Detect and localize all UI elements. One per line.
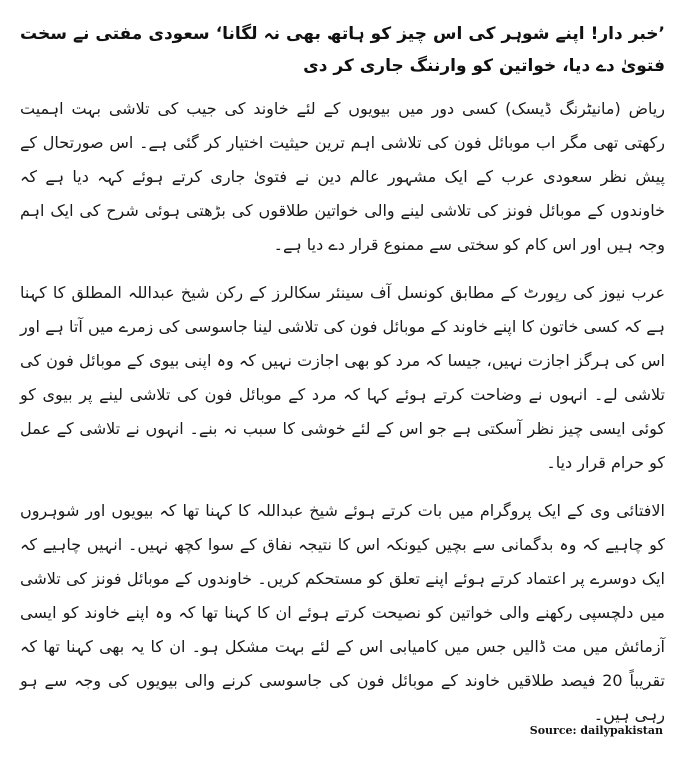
article-paragraph-2: عرب نیوز کی رپورٹ کے مطابق کونسل آف سینئر سکالرز کے رکن شیخ عبداللہ المطلق کا کہنا ہے کہ کسی خاتون کا اپنے خاوند کے موبائل فون کی تلاشی لینا جاسوسی کی زمرے میں آتا ہے اور اس کی ہرگز اجازت نہیں، جیسا کہ مرد کو بھی اجازت نہیں کہ وہ اپنی بیوی کے موبائل فون کی تلاشی لے۔ انہوں نے وضاحت کرتے ہوئے کہا کہ مرد کے موبائل فون کی تلاشی لینے پر بیوی کو کوئی ایسی چیز نظر آسکتی ہے جو اس کے لئے خوشی کا سبب نہ بنے۔ انہوں نے تلاشی کے عمل کو حرام قرار دیا۔ [20,283,665,472]
article-headline: ’خبر دار! اپنے شوہر کی اس چیز کو ہاتھ بھی نہ لگانا‘ سعودی مفتی نے سخت فتویٰ دے دیا، خواتین کو وارننگ جاری کر دی [20,24,665,76]
source-credit: Source: dailypakistan [529,724,663,737]
article-paragraph-3: الافتائی وی کے ایک پروگرام میں بات کرتے ہوئے شیخ عبداللہ کا کہنا تھا کہ بیویوں اور شوہروں کو چاہیے کہ وہ بدگمانی سے بچیں کیونکہ اس کا نتیجہ نفاق کے سوا کچھ نہیں۔ انہیں چاہیے کہ ایک دوسرے پر اعتماد کرتے ہوئے اپنے تعلق کو مستحکم کریں۔ خاوندوں کے موبائل فونز کی تلاشی میں دلچسپی رکھنے والی خواتین کو نصیحت کرتے ہوئے ان کا کہنا تھا کہ وہ اپنے خاوند کو ایسی آزمائش میں مت ڈالیں جس میں کامیابی اس کے لئے بہت مشکل ہو۔ ان کا یہ بھی کہنا تھا کہ تقریباً 20 فیصد طلاقیں خاوند کے موبائل فون کی جاسوسی کرنے والی بیویوں کی وجہ سے ہو رہی ہیں۔ [20,501,665,724]
article-paragraph-1: ریاض (مانیٹرنگ ڈیسک) کسی دور میں بیویوں کے لئے خاوند کی جیب کی تلاشی بہت اہمیت رکھتی تھی مگر اب موبائل فون کی تلاشی اہم ترین حیثیت اختیار کر گئی ہے۔ اس صورتحال کے پیش نظر سعودی عرب کے ایک مشہور عالم دین نے فتویٰ جاری کرتے ہوئے کہہ دیا ہے کہ خاوندوں کے موبائل فونز کی تلاشی لینے والی خواتین طلاقوں کی بڑھتی ہوئی شرح کی ایک اہم وجہ ہیں اور اس کام کو سختی سے ممنوع قرار دے دیا ہے۔ [20,99,665,254]
